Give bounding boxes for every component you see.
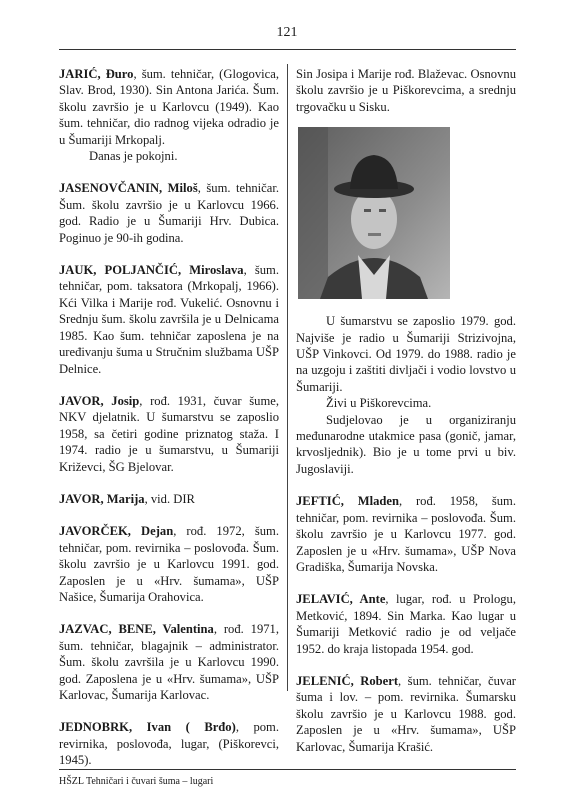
left-column xyxy=(59,66,279,785)
entry-jauk xyxy=(59,262,279,377)
biography-paragraph: U šumarstvu se zaposlio 1979. god. Najviše je radio u Šumariji Strizivojna, UŠP Vinkovci. Od 1979. do 1988. radio je na uzgoju i zaštiti divljači i vodio lovstvo u Šumariji. xyxy=(296,314,516,394)
entry-jazvac xyxy=(59,621,279,703)
entry-name: JELAVIĆ, Ante xyxy=(296,592,386,607)
portrait-photo xyxy=(298,127,450,299)
entry-jeftic xyxy=(296,493,516,575)
right-column xyxy=(296,66,516,771)
entry-name: JAVOR, Marija xyxy=(59,491,145,506)
entry-text: , rođ. 1931, čuvar šume, NKV djelatnik. U šumarstvu se zaposlio 1958, sa četiri godine priznatog staža. I 1974. radio je u šumarstvu, u Šumariji Križevci, ŠG Bjelovar. xyxy=(59,393,279,474)
page-number: 121 xyxy=(276,25,298,40)
entry-text: , šum. tehničar, čuvar šuma i lov. – pom. revirnika. Šumarsku školu završio je u Karlovcu 1988. god. Zaposlen je u «Hrv. šumama», UŠP Karlovac, Šumarija Krašić. xyxy=(296,673,516,754)
entry-continuation: Sin Josipa i Marije rođ. Blaževac. Osnovnu školu završio je u Piškorevcima, a srednju trgovačku u Sisku. xyxy=(296,67,516,114)
entry-jelavic xyxy=(296,591,516,657)
portrait-image xyxy=(298,127,450,299)
entry-name: JEFTIĆ, Mladen xyxy=(296,494,400,509)
entry-jasenovcanin xyxy=(59,180,279,246)
entry-name: JAVORČEK, Dejan xyxy=(59,524,174,539)
footer-text: HŠZL Tehničari i čuvari šuma – lugari xyxy=(59,776,214,787)
entry-name: JAUK, POLJANČIĆ, Miroslava xyxy=(59,263,244,278)
entry-jednobrk xyxy=(59,719,279,768)
entry-javor-josip xyxy=(59,393,279,475)
column-divider xyxy=(287,64,288,691)
entry-name: JELENIĆ, Robert xyxy=(296,673,399,688)
footer-rule xyxy=(59,769,516,770)
biography-paragraph: Sudjelovao je u organiziranju međunarodne utakmice pasa (gonič, jamar, krvosljednik). Bio je u tome prvi u biv. Jugoslaviji. xyxy=(296,412,516,476)
entry-name: JEDNOBRK, Ivan ( Brđo) xyxy=(59,720,236,735)
entry-name: JARIĆ, Đuro xyxy=(59,67,134,81)
entry-text: , šum. tehničar, (Glogovica, Slav. Brod, 1930). Sin Antona Jarića. Šum. školu završio je u Karlovcu (1949). Kao šum. tehničar, dio radnog vijeka odradio je u Šumariji Mrkopalj. xyxy=(59,67,279,147)
entry-text: , šum. tehničar, pom. taksatora (Mrkopalj, 1966). Kći Vilka i Marije rođ. Vukelić. Osnovnu i Srednju šum. školu završila je u Delnicama 1985. Kao šum. tehničar zaposlena je na uređivanju šuma u Stručnim službama UŠP Delnice. xyxy=(59,263,279,376)
entry-text: , pom. revirnika, poslovođa, lugar, (Piškorevci, 1945). xyxy=(59,720,279,768)
entry-javorcek xyxy=(59,523,279,605)
entry-text: , rođ. 1958, šum. tehničar, pom. revirnika – poslovođa. Šum. školu završio je u Karlovcu 1977. god. Zaposlen je u «Hrv. šumama», UŠP Nova Gradiška, Šumarija Novska. xyxy=(296,494,516,574)
entry-javor-marija xyxy=(59,491,279,507)
entry-text: , rođ. 1971, šum. tehničar, blagajnik – administrator. Šum. školu završila je u Karlovcu 1990. god. Zaposlena je u «Hrv. šumama», UŠP Karlovac, Šumarija Karlovac. xyxy=(59,622,279,702)
entry-name: JASENOVČANIN, Miloš xyxy=(59,181,198,196)
biography-paragraph: Živi u Piškorevcima. xyxy=(326,396,432,411)
header-rule xyxy=(59,49,516,50)
entry-jaric xyxy=(59,66,279,164)
entry-jelenic xyxy=(296,673,516,755)
entry-name: JAVOR, Josip xyxy=(59,393,140,408)
entry-text: , vid. DIR xyxy=(144,491,195,506)
entry-text: , lugar, rođ. u Prologu, Metković, 1894. Sin Marka. Kao lugar u Šumariji Metković radio je od veljače 1952. do kraja listopada 1954. god. xyxy=(296,592,516,656)
entry-name: JAZVAC, BENE, Valentina xyxy=(59,622,214,637)
entry-text: , rođ. 1972, šum. tehničar, pom. revirnika – poslovođa. Šum. školu završio je u Karlovcu 1991. god. Zaposlen je u «Hrv. šumama», UŠP Našice, Šumarija Orahovica. xyxy=(59,524,279,604)
entry-extra: Danas je pokojni. xyxy=(89,149,178,164)
entry-text: , šum. tehničar. Šum. školu završio je u Karlovcu 1966. god. Radio je u Šumariji Hrv. Dubica. Poginuo je 90-ih godina. xyxy=(59,181,279,245)
